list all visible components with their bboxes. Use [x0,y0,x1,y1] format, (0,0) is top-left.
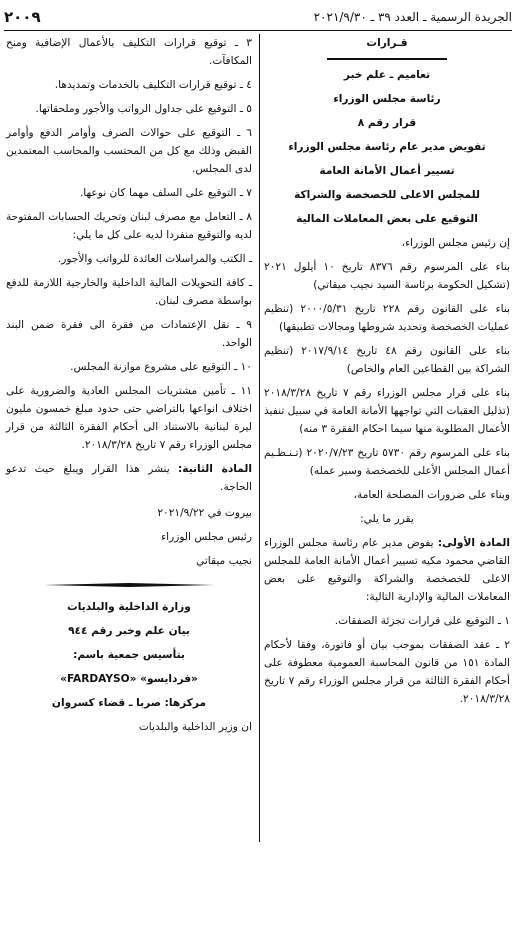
signature-place-date: بيروت في ٢٠٢١/٩/٢٢ [157,507,252,519]
column-divider [259,34,260,842]
association-name: «فردايسو» «FARDAYSO» [60,673,198,685]
article-1-text: يفوض مدير عام رئاسة مجلس الوزراء القاضي محمود مكيه تسيير أعمال الأمانة العامة للمجلس الاعلى للخصخصة والشراكة والتوقيع على بعض المعاملات المالية والإدارية التالية: [264,537,510,603]
preamble-paragraph: بناء على المرسوم رقم ٥٧٣٠ تاريخ ٢٠٢٠/٧/٢٣ (تـنـظـيم أعمال المجلس الأعلى للخصخصة وسير عمله) [264,447,510,477]
statement-number: بيان علم وخبر رقم ٩٤٤ [68,625,190,637]
list-item: ١١ ـ تأمين مشتريات المجلس العادية والضرورية على اختلاف انواعها بالتراضي حتى حدود مبلغ خمسون مليون ليرة لبنانية بالاستناد الى أحكام الفقرة الثالثة من قرار مجلس الوزراء رقم ٧ تاريخ ٢٠١٨/٣/٢٨. [6,385,252,451]
authority-heading: رئاسة مجلس الوزراء [333,93,441,105]
signature-title: رئيس مجلس الوزراء [161,531,252,543]
list-item: ٤ ـ توقيع قرارات التكليف بالخدمات وتمديدها. [54,79,252,91]
article-2-label: المادة الثانية: [178,463,252,475]
decision-number: قرار رقم ٨ [357,117,417,129]
list-item: ٢ ـ عقد الصفقات بموجب بيان أو فاتورة، وفقا لأحكام المادة ١٥١ من قانون المحاسبة العمومية معطوفة على أحكام الفقرة الثالثة من قرار مجلس الوزراء رقم ٧ تاريخ ٢٠١٨/٣/٢٨. [264,639,510,705]
closing-line: ان وزير الداخلية والبلديات [138,721,252,733]
left-column [6,34,252,742]
section-title-underline [327,58,447,60]
section-ornament [44,580,214,590]
article-2-text: ينشر هذا القرار ويبلغ حيث تدعو الحاجة. [6,463,252,493]
preamble-paragraph: وبناء على ضرورات المصلحة العامة، [353,489,510,501]
preamble-paragraph: بناء على المرسوم رقم ٨٣٧٦ تاريخ ١٠ أيلول ٢٠٢١ (تشكيل الحكومة برئاسة السيد نجيب ميقاتي) [264,261,510,291]
gazette-issue-title: الجريدة الرسمية ـ العدد ٣٩ ـ ٢٠٢١/٩/٣٠ [313,10,512,24]
preamble-paragraph: بناء على القانون رقم ٢٢٨ تاريخ ٢٠٠٠/٥/٣١ (تنظيم عمليات الخصخصة وتحديد شروطها ومجالات تطبيقها) [264,303,510,333]
section-title: قـرارات [366,37,408,49]
decision-title [264,138,510,228]
decision-title-line: تفويض مدير عام رئاسة مجلس الوزراء [288,141,486,153]
page-header [4,4,512,31]
list-item: ٧ ـ التوقيع على السلف مهما كان نوعها. [79,187,252,199]
page-number: ٢٠٠٩ [4,8,41,26]
signature-name: نجيب ميقاتي [196,555,252,567]
right-column [264,34,510,714]
section-subtitle: تعاميم ـ علم خبر [343,69,431,81]
preamble-paragraph: إن رئيس مجلس الوزراء، [401,237,510,249]
ministry-heading: وزارة الداخلية والبلديات [67,601,191,613]
decision-title-line: تسيير أعمال الأمانة العامة [319,165,455,177]
list-item: ٥ ـ التوقيع على جداول الرواتب والأجور وملحقاتها. [35,103,252,115]
article-2 [6,460,252,496]
preamble-paragraph: بناء على قرار مجلس الوزراء رقم ٧ تاريخ ٢٠١٨/٣/٢٨ (تذليل العقبات التي تواجهها الأمانة العامة في سبيل تنفيذ الأعمال المطلوبة منها سيما احكام الفقرة ٣ منه) [264,387,510,435]
association-line: بتأسيس جمعية باسم: [73,649,185,661]
list-item: ٩ ـ نقل الإعتمادات من فقرة الى فقرة ضمن البند الواحد. [6,319,252,349]
association-hq: مركزها: صربا ـ قضاء كسروان [51,697,207,709]
decision-title-line: التوقيع على بعض المعاملات المالية [296,213,478,225]
preamble-paragraph: بناء على القانون رقم ٤٨ تاريخ ٢٠١٧/٩/١٤ (تنظيم الشراكة بين القطاعين العام والخاص) [264,345,510,375]
article-1-label: المادة الأولى: [437,537,510,549]
sub-list-item: ـ كافة التحويلات المالية الداخلية والخارجية اللازمة للدفع بواسطة مصرف لبنان. [6,277,252,307]
decision-title-line: للمجلس الاعلى للخصخصة والشراكة [294,189,480,201]
article-1 [264,534,510,606]
list-item: ١ ـ التوقيع على قرارات تجزئة الصفقات. [334,615,510,627]
sub-list-item: ـ الكتب والمراسلات العائدة للرواتب والأجور. [57,253,252,265]
signature-block [6,504,252,570]
list-item: ١٠ ـ التوقيع على مشروع موازنة المجلس. [70,361,252,373]
list-item: ٨ ـ التعامل مع مصرف لبنان وتحريك الحسابات المفتوحة لديه والتوقيع منفردا لديه على كل ما يلي: [6,211,252,241]
list-item: ٣ ـ توقيع قرارات التكليف بالأعمال الإضافية ومنح المكافآت. [6,37,252,67]
list-item: ٦ ـ التوقيع على حوالات الصرف وأوامر الدفع وأوامر القبض وذلك مع كل من المحتسب والمحاسب المعتمدين لدى المجلس. [6,127,252,175]
decides-heading: يقرر ما يلي: [360,513,414,525]
